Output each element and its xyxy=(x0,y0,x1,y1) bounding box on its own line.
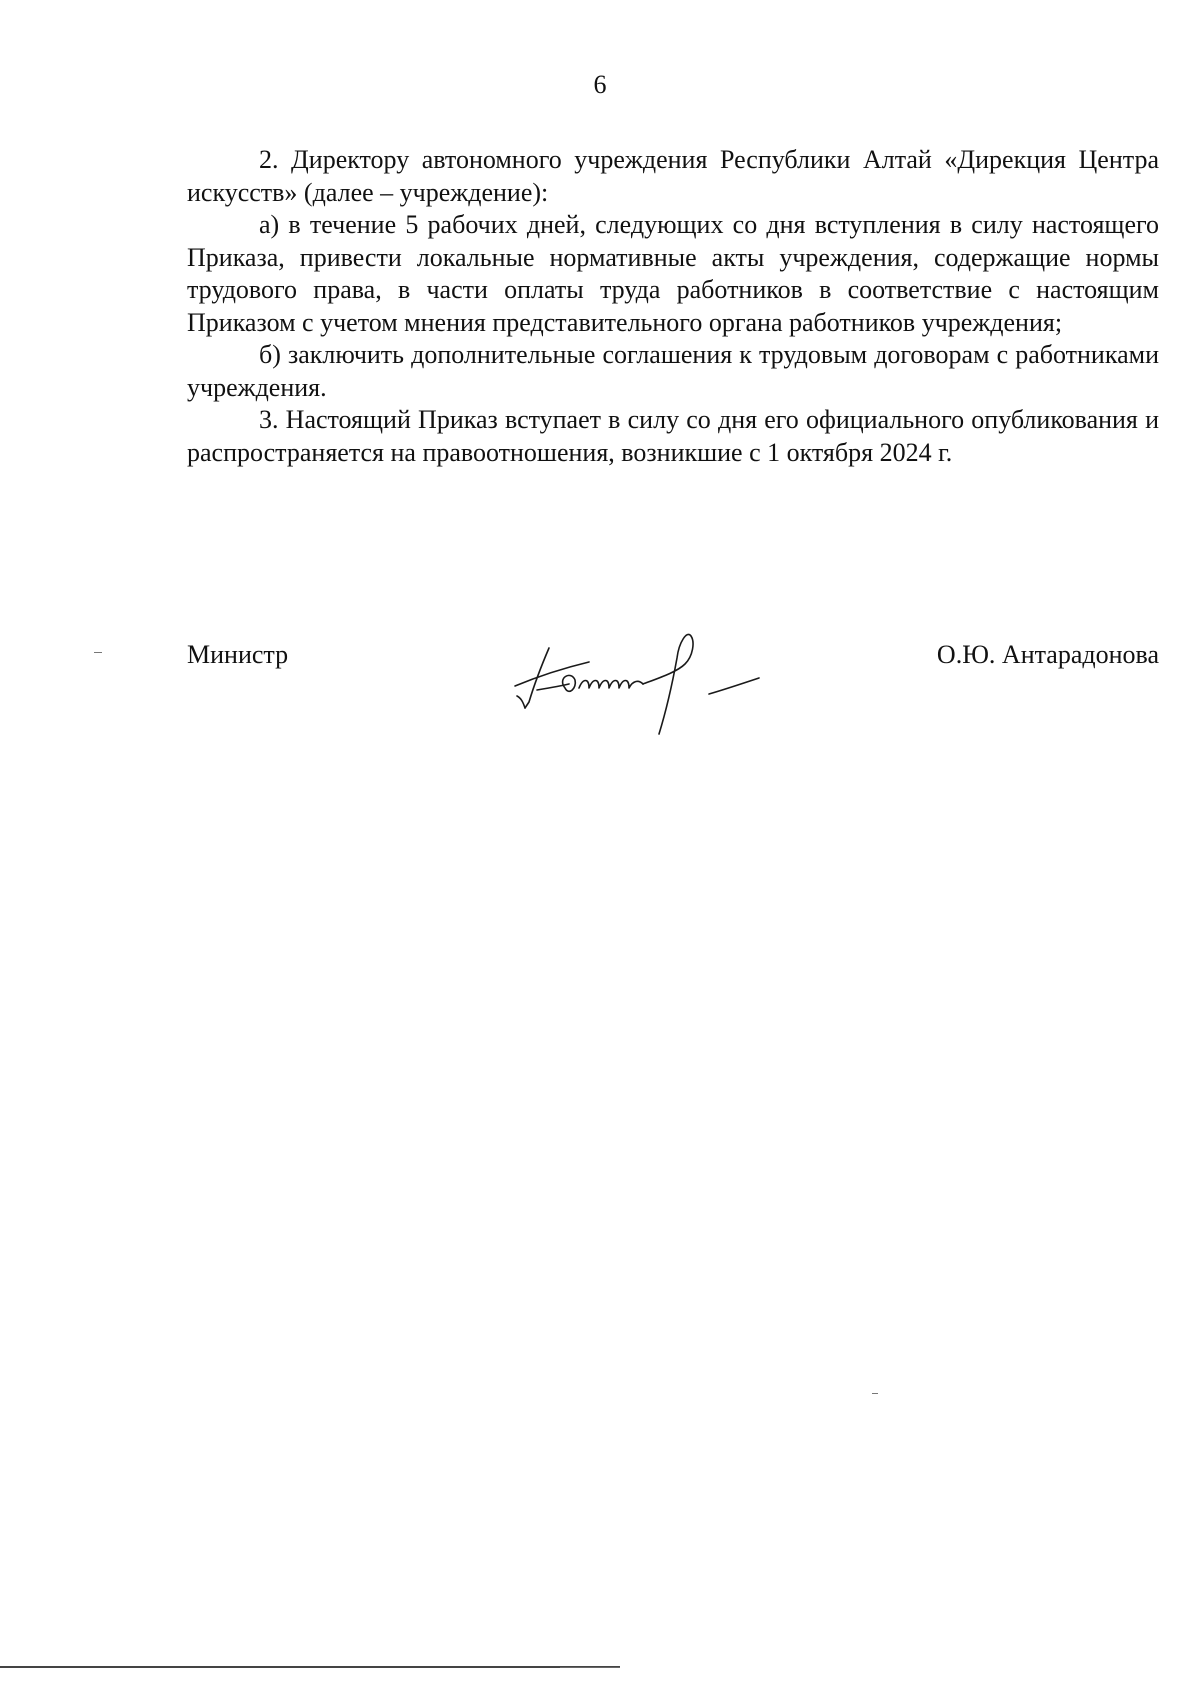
scan-artifact xyxy=(94,652,102,653)
page-number: 6 xyxy=(593,70,607,99)
paragraph-subitem-b: б) заключить дополнительные соглашения к трудовым договорам с работниками учреждения. xyxy=(187,340,1159,402)
paragraph-item-2: 2. Директору автономного учреждения Республики Алтай «Дирекция Центра искусств» (далее – учреждение): xyxy=(187,145,1159,207)
signature-block xyxy=(187,640,1159,760)
footer-rule xyxy=(0,1666,620,1668)
paragraph-item-3: 3. Настоящий Приказ вступает в силу со дня его официального опубликования и распространяется на правоотношения, возникшие с 1 октября 2024 г. xyxy=(187,405,1159,467)
footer-rule-segment xyxy=(560,1667,620,1668)
paragraph-subitem-a: а) в течение 5 рабочих дней, следующих со дня вступления в силу настоящего Приказа, привести локальные нормативные акты учреждения, содержащие нормы трудового права, в части оплаты труда работников в соответствие с настоящим Приказом с учетом мнения представительного органа работников учреждения; xyxy=(187,210,1159,337)
signer-title: Министр xyxy=(187,640,289,669)
signer-name: О.Ю. Антарадонова xyxy=(936,640,1159,669)
scan-artifact xyxy=(872,1393,878,1394)
document-body xyxy=(187,144,1159,469)
handwritten-signature xyxy=(509,628,809,738)
